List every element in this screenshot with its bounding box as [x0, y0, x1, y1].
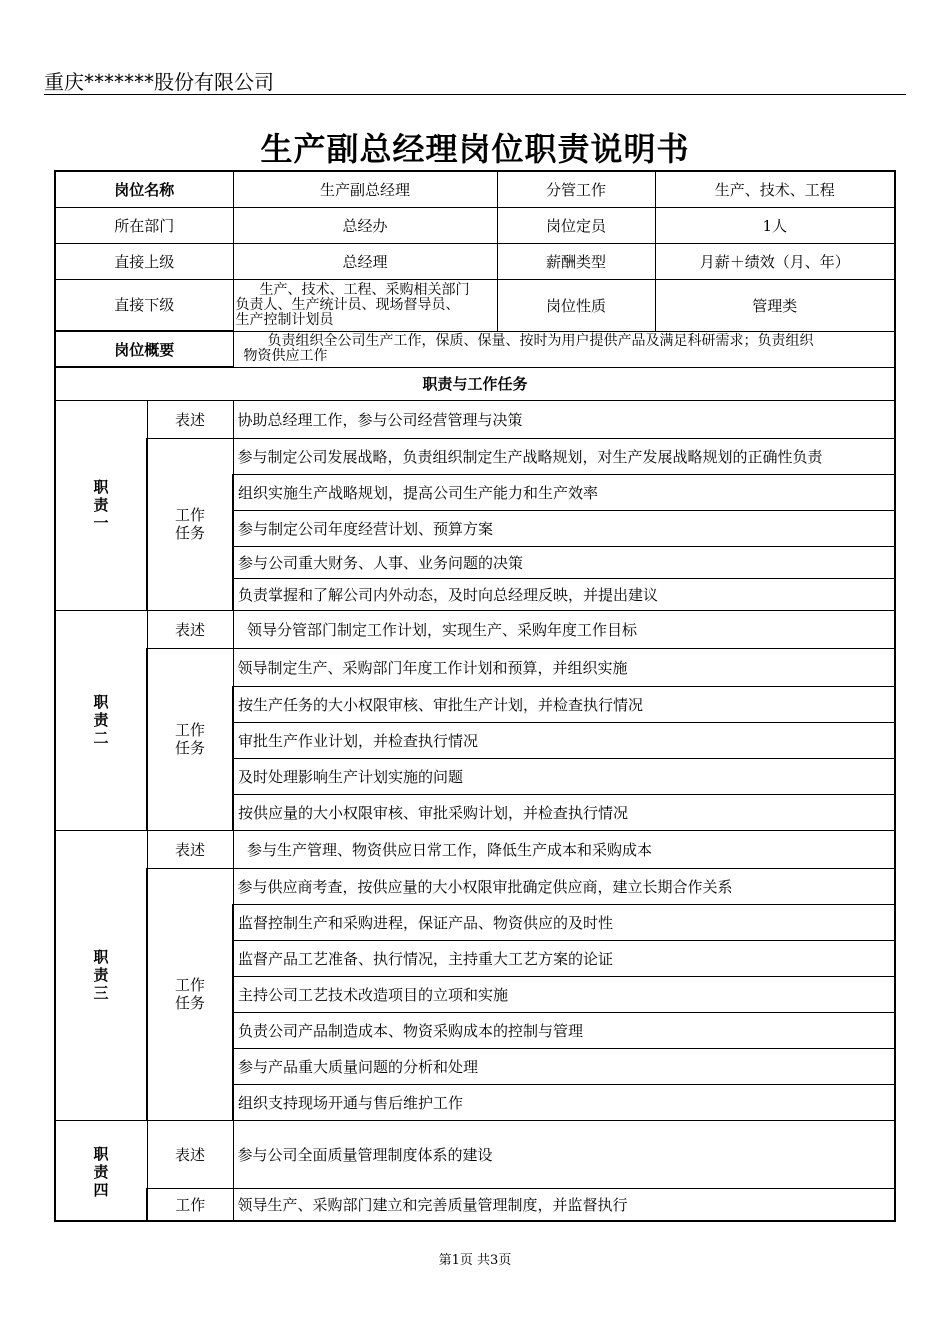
tasks-label: 工作	[147, 1188, 233, 1221]
task-text: 参与供应商考查，按供应量的大小权限审批确定供应商，建立长期合作关系	[233, 868, 895, 904]
post-name-value: 生产副总经理	[233, 171, 497, 207]
statement-text: 参与公司全面质量管理制度体系的建设	[233, 1120, 895, 1188]
charge-value: 生产、技术、工程	[655, 171, 895, 207]
row-summary	[55, 331, 895, 367]
task-text: 组织实施生产战略规划，提高公司生产能力和生产效率	[233, 474, 895, 510]
page-number: 第1页 共3页	[438, 1253, 512, 1268]
post-name-label: 岗位名称	[55, 171, 233, 207]
summary-line: 物资供应工作	[243, 348, 328, 364]
tasks-label: 工作 任务	[147, 648, 233, 830]
task-row	[55, 1188, 895, 1221]
task-text: 负责公司产品制造成本、物资采购成本的控制与管理	[233, 1012, 895, 1048]
subordinate-line: 负责人、生产统计员、现场督导员、	[235, 296, 460, 313]
duty-statement-row	[55, 400, 895, 438]
nature-value: 管理类	[655, 279, 895, 331]
task-text: 按生产任务的大小权限审核、审批生产计划，并检查执行情况	[233, 686, 895, 722]
duty-label: 职 责 二	[55, 610, 147, 830]
nature-label: 岗位性质	[497, 279, 655, 331]
statement-label: 表述	[147, 400, 233, 438]
salary-label: 薪酬类型	[497, 243, 655, 279]
task-text: 监督控制生产和采购进程，保证产品、物资供应的及时性	[233, 904, 895, 940]
row-section-title	[55, 367, 895, 400]
tasks-label: 工作 任务	[147, 438, 233, 610]
statement-label: 表述	[147, 610, 233, 648]
task-text: 主持公司工艺技术改造项目的立项和实施	[233, 976, 895, 1012]
task-text: 组织支持现场开通与售后维护工作	[233, 1084, 895, 1120]
summary-label: 岗位概要	[55, 331, 233, 367]
statement-text: 协助总经理工作，参与公司经营管理与决策	[233, 400, 895, 438]
company-name: 重庆*******股份有限公司	[44, 70, 274, 94]
task-text: 监督产品工艺准备、执行情况，主持重大工艺方案的论证	[233, 940, 895, 976]
tasks-label: 工作 任务	[147, 868, 233, 1120]
summary-line: 负责组织全公司生产工作，保质、保量、按时为用户提供产品及满足科研需求；负责组织	[267, 333, 814, 349]
task-text: 参与产品重大质量问题的分析和处理	[233, 1048, 895, 1084]
task-text: 参与制定公司发展战略，负责组织制定生产战略规划，对生产发展战略规划的正确性负责	[233, 438, 895, 474]
duty-statement-row	[55, 610, 895, 648]
dept-label: 所在部门	[55, 207, 233, 243]
task-text: 领导制定生产、采购部门年度工作计划和预算，并组织实施	[233, 648, 895, 686]
duty-statement-row	[55, 1120, 895, 1188]
charge-label: 分管工作	[497, 171, 655, 207]
row-post-name	[55, 171, 895, 207]
duty-label: 职 责 四	[55, 1120, 147, 1221]
statement-text: 参与生产管理、物资供应日常工作，降低生产成本和采购成本	[233, 830, 895, 868]
statement-label: 表述	[147, 830, 233, 868]
task-text: 参与公司重大财务、人事、业务问题的决策	[233, 546, 895, 578]
header-divider	[44, 94, 906, 95]
task-text: 按供应量的大小权限审核、审批采购计划，并检查执行情况	[233, 794, 895, 830]
job-description-table	[54, 170, 896, 1222]
subordinate-line: 生产、技术、工程、采购相关部门	[259, 281, 470, 298]
task-row	[55, 868, 895, 904]
subordinate-label: 直接下级	[55, 279, 233, 331]
summary-value	[233, 331, 895, 367]
duty-label: 职 责 三	[55, 830, 147, 1120]
task-row	[55, 438, 895, 474]
row-subordinate	[55, 279, 895, 331]
dept-value: 总经办	[233, 207, 497, 243]
task-text: 负责掌握和了解公司内外动态，及时向总经理反映，并提出建议	[233, 578, 895, 610]
statement-text: 领导分管部门制定工作计划，实现生产、采购年度工作目标	[233, 610, 895, 648]
task-text: 审批生产作业计划，并检查执行情况	[233, 722, 895, 758]
page-title: 生产副总经理岗位职责说明书	[260, 130, 690, 168]
subordinate-line: 生产控制计划员	[235, 311, 334, 328]
task-row	[55, 648, 895, 686]
row-dept	[55, 207, 895, 243]
superior-value: 总经理	[233, 243, 497, 279]
duty-statement-row	[55, 830, 895, 868]
statement-label: 表述	[147, 1120, 233, 1188]
subordinate-value	[233, 279, 497, 331]
quota-label: 岗位定员	[497, 207, 655, 243]
superior-label: 直接上级	[55, 243, 233, 279]
quota-value: 1人	[655, 207, 895, 243]
task-text: 参与制定公司年度经营计划、预算方案	[233, 510, 895, 546]
row-superior	[55, 243, 895, 279]
salary-value: 月薪＋绩效（月、年）	[655, 243, 895, 279]
task-text: 领导生产、采购部门建立和完善质量管理制度，并监督执行	[233, 1188, 895, 1221]
section-title: 职责与工作任务	[55, 367, 895, 400]
task-text: 及时处理影响生产计划实施的问题	[233, 758, 895, 794]
duty-label: 职 责 一	[55, 400, 147, 610]
